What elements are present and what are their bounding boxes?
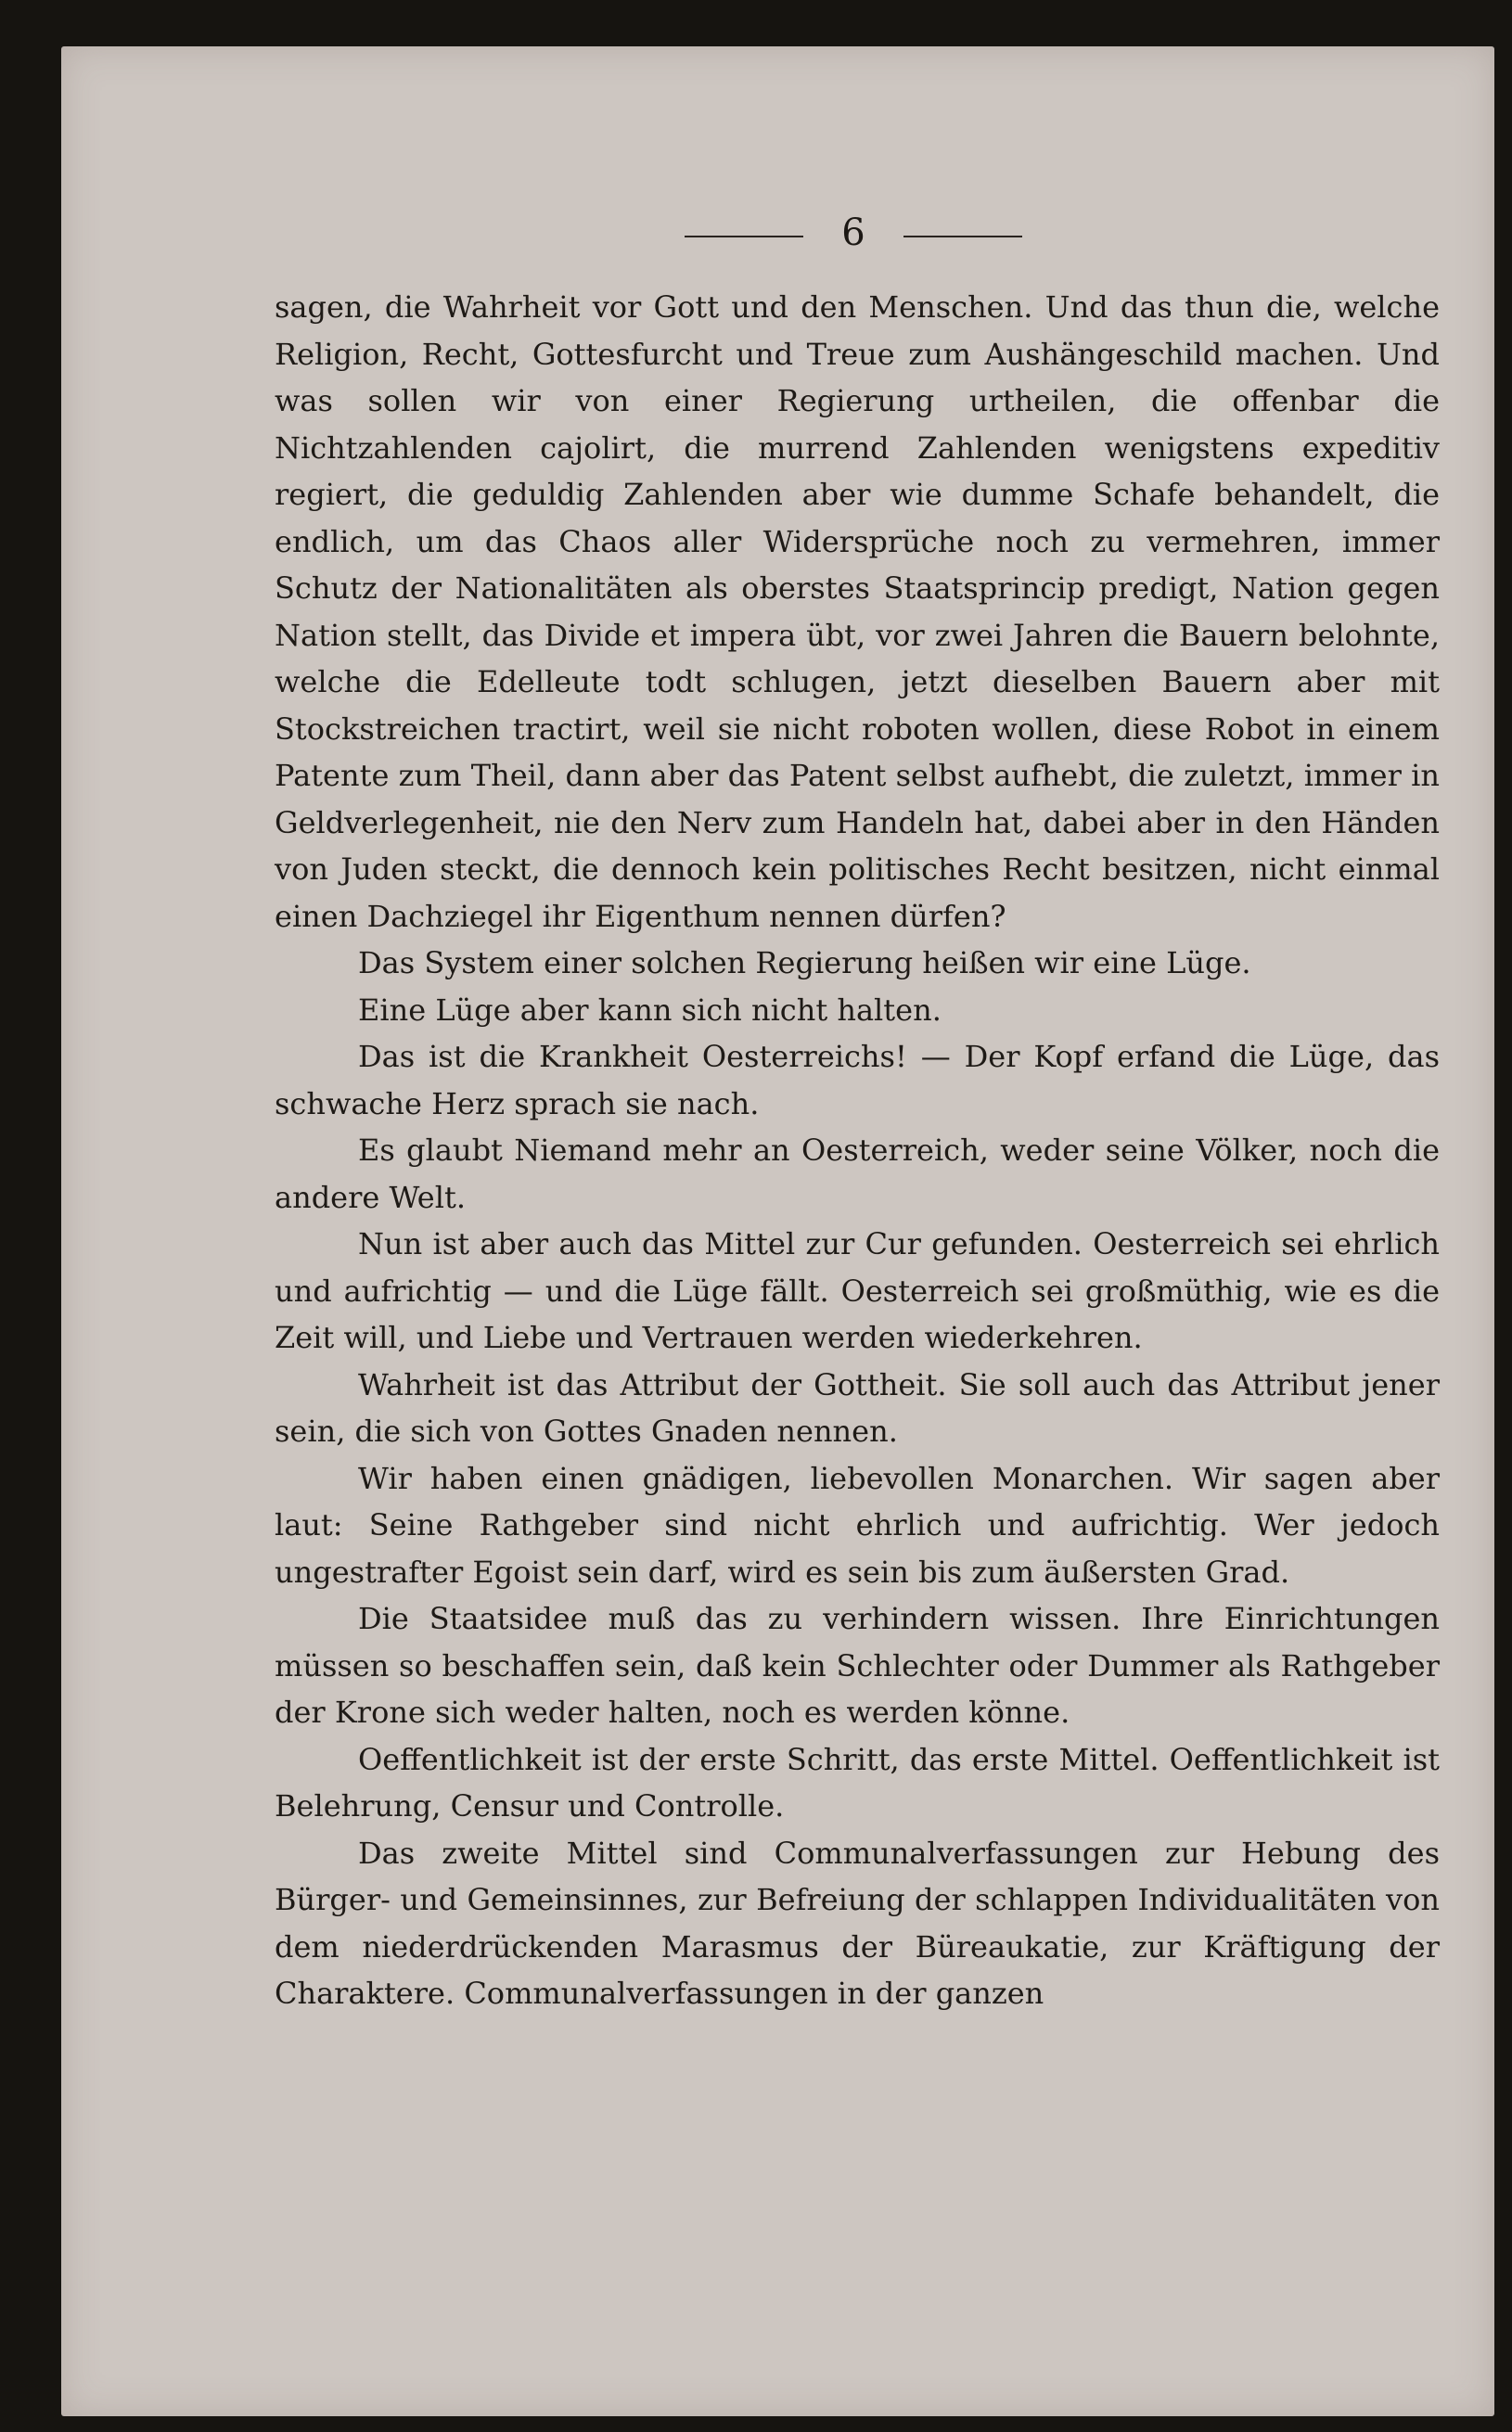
paragraph-4: Das ist die Krankheit Oesterreichs! — Der Kopf erfand die Lüge, das schwache Herz sprach sie nach. [275, 1039, 1440, 1121]
header-rule-right [903, 236, 1022, 237]
paragraph-1: sagen, die Wahrheit vor Gott und den Menschen. Und das thun die, welche Religion, Recht, Gottesfurcht und Treue zum Aushängeschild machen. Und was sollen wir von einer Regierung urtheilen, die offenbar die Nichtzahlenden cajolirt, die murrend Zahlenden wenigstens expeditiv regiert, die geduldig Zahlenden aber wie dumme Schafe behandelt, die endlich, um das Chaos aller Widersprüche noch zu vermehren, immer Schutz der Nationalitäten als oberstes Staatsprincip predigt, Nation gegen Nation stellt, das Divide et impera übt, vor zwei Jahren die Bauern belohnte, welche die Edelleute todt schlugen, jetzt dieselben Bauern aber mit Stockstreichen tractirt, weil sie nicht roboten wollen, diese Robot in einem Patente zum Theil, dann aber das Patent selbst aufhebt, die zuletzt, immer in Geldverlegenheit, nie den Nerv zum Handeln hat, dabei aber in den Händen von Juden steckt, die dennoch kein politisches Recht besitzen, nicht einmal einen Dachziegel ihr Eigenthum nennen dürfen? [275, 289, 1440, 934]
header-rule-left [685, 236, 803, 237]
paragraph-8: Wir haben einen gnädigen, liebevollen Monarchen. Wir sagen aber laut: Seine Rathgeber sind nicht ehrlich und aufrichtig. Wer jedoch ungestrafter Egoist sein darf, wird es sein bis zum äußersten Grad. [275, 1460, 1440, 1590]
paragraph-7: Wahrheit ist das Attribut der Gottheit. Sie soll auch das Attribut jener sein, die sich von Gottes Gnaden nennen. [275, 1366, 1440, 1449]
paragraph-3: Eine Lüge aber kann sich nicht halten. [358, 992, 942, 1028]
paragraph-5: Es glaubt Niemand mehr an Oesterreich, weder seine Völker, noch die andere Welt. [275, 1133, 1440, 1215]
page-number: 6 [841, 211, 865, 254]
paragraph-11: Das zweite Mittel sind Communalverfassungen zur Hebung des Bürger- und Gemeinsinnes, zur Befreiung der schlappen Individualitäten von dem niederdrückenden Marasmus der Büreaukatie, zur Kräftigung der Charaktere. Communalverfassungen in der ganzen [275, 1835, 1440, 2011]
paragraph-6: Nun ist aber auch das Mittel zur Cur gefunden. Oesterreich sei ehrlich und aufrichtig — und die Lüge fällt. Oesterreich sei großmüthig, wie es die Zeit will, und Liebe und Vertrauen werden wiederkehren. [275, 1226, 1440, 1355]
paragraph-9: Die Staatsidee muß das zu verhindern wissen. Ihre Einrichtungen müssen so beschaffen sein, daß kein Schlechter oder Dummer als Rathgeber der Krone sich weder halten, noch es werden könne. [275, 1601, 1440, 1730]
page-header [677, 211, 1030, 267]
paragraph-10: Oeffentlichkeit ist der erste Schritt, das erste Mittel. Oeffentlichkeit ist Belehrung, Censur und Controlle. [275, 1741, 1440, 1824]
page-body [275, 284, 1440, 2017]
paragraph-2: Das System einer solchen Regierung heißen wir eine Lüge. [358, 945, 1251, 980]
